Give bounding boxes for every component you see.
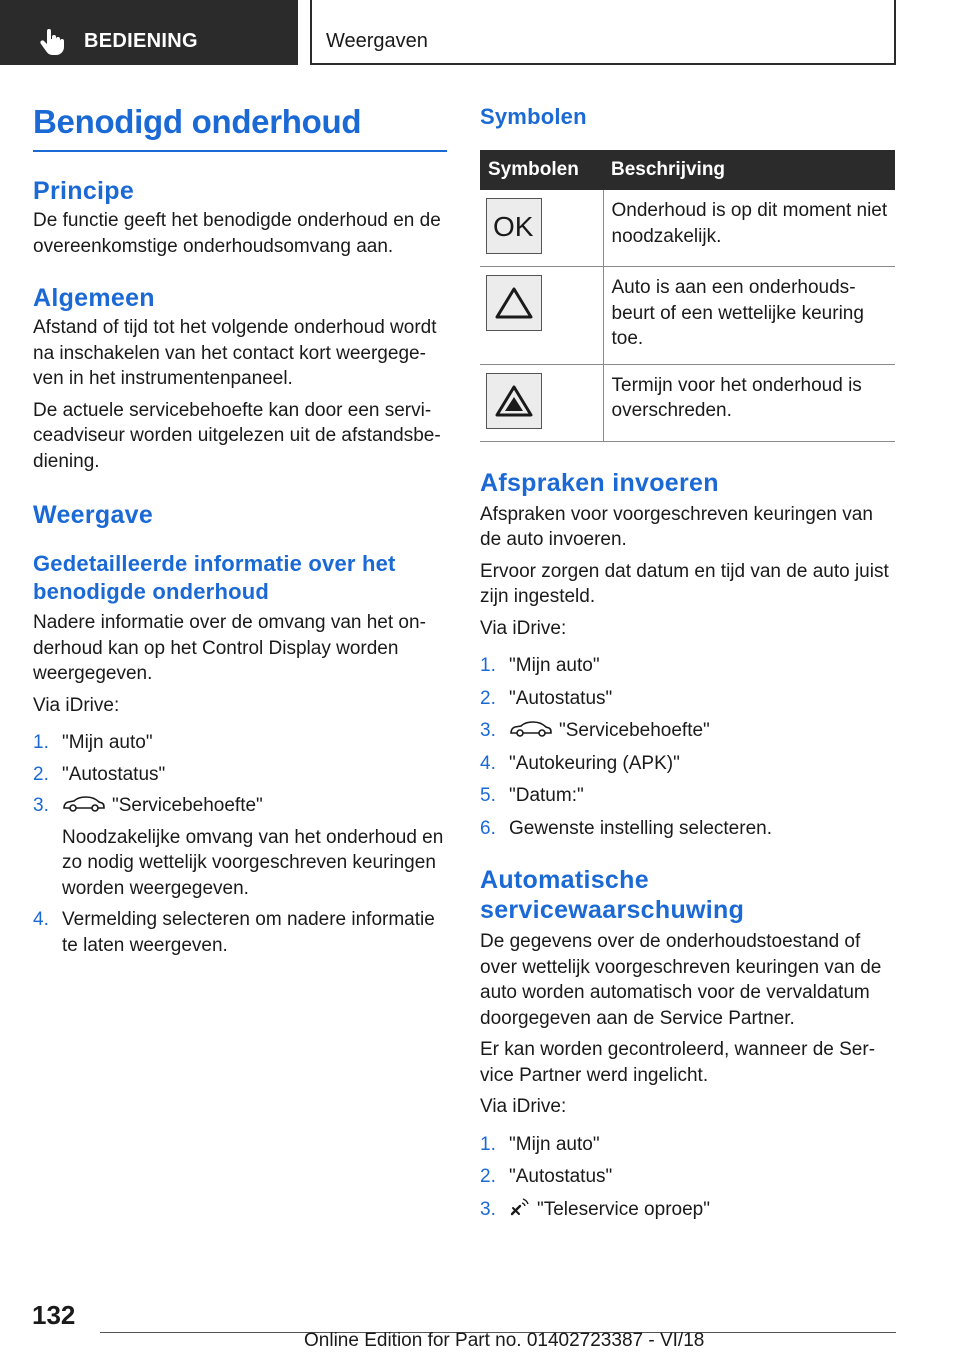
- section-title: BEDIENING: [84, 30, 198, 52]
- right-column: [480, 100, 895, 1222]
- list-item: [480, 816, 895, 842]
- page-header: [0, 0, 960, 66]
- step-number: 6.: [480, 817, 496, 839]
- step-text: "Teleservice oproep": [537, 1198, 710, 1220]
- details-heading: Gedetailleerde informatie over het benodigde onderhoud: [33, 551, 396, 604]
- automatisch-text-2: Er kan worden gecontroleerd, wanneer de Service Partner werd ingelicht.: [480, 1039, 876, 1086]
- description-cell: Onderhoud is op dit moment niet noodzakelijk.: [603, 190, 895, 267]
- symbol-cell: [480, 364, 603, 441]
- algemeen-text-2: De actuele servicebehoefte kan door een serviceadviseur worden uitgelezen uit de afstandsbediening.: [33, 399, 441, 472]
- step-text: "Mijn auto": [62, 732, 153, 753]
- details-steps: [33, 730, 447, 958]
- svg-text:OK: OK: [493, 211, 534, 241]
- algemeen-heading: Algemeen: [33, 284, 155, 312]
- description-cell: Termijn voor het onderhoud is overschreden.: [603, 364, 895, 441]
- list-item: [480, 783, 895, 809]
- principe-heading: Principe: [33, 177, 135, 205]
- edition-text: Online Edition for Part no. 01402723387 - VI/18: [304, 1330, 705, 1351]
- car-icon: [62, 795, 106, 813]
- description-cell: Auto is aan een onderhoudsbeurt of een wettelijke keuring toe.: [603, 267, 895, 365]
- weergave-heading: Weergave: [33, 501, 154, 529]
- section-tab: [0, 0, 298, 65]
- step-number: 2.: [480, 1166, 496, 1187]
- table-row: [480, 364, 895, 441]
- algemeen-text-1: Afstand of tijd tot het volgende onderhoud wordt na inschakelen van het contact kort weergegeven in het instrumentenpaneel.: [33, 317, 437, 389]
- automatisch-text-1: De gegevens over de onderhoudstoestand of over wettelijk voorgeschreven keuringen van de auto worden automatisch voor de vervaldatum doorgegeven aan de Service Partner.: [480, 931, 882, 1029]
- step-number: 2.: [480, 687, 496, 709]
- step-text: "Autostatus": [62, 763, 166, 785]
- step-text: "Autostatus": [509, 1166, 613, 1187]
- list-item: [33, 730, 447, 756]
- list-item: [33, 762, 447, 788]
- step-text: "Mijn auto": [509, 1133, 600, 1155]
- step-number: 1.: [33, 732, 49, 753]
- step-number: 5.: [480, 785, 496, 806]
- afspraken-steps: [480, 653, 895, 841]
- list-item: [480, 1132, 895, 1158]
- step-number: 3.: [33, 795, 49, 816]
- via-idrive-label: Via iDrive:: [480, 1096, 567, 1117]
- symbols-table: [480, 150, 895, 442]
- ok-icon: [486, 198, 542, 254]
- automatisch-heading-line-2: servicewaarschuwing: [480, 896, 745, 924]
- teleservice-icon: [509, 1196, 531, 1218]
- step-text: Gewenste instelling selecteren.: [509, 817, 772, 839]
- column-header-description: Beschrijving: [603, 150, 895, 190]
- left-column: [33, 100, 447, 958]
- subsection-tab: [310, 0, 896, 65]
- list-item: [480, 686, 895, 712]
- list-item: [33, 907, 447, 958]
- hand-pointer-icon: [38, 28, 66, 56]
- page-number: 132: [32, 1300, 76, 1330]
- afspraken-text-1: Afspraken voor voorgeschreven keuringen van de auto invoeren.: [480, 503, 873, 550]
- column-header-symbols: Symbolen: [480, 150, 603, 190]
- principe-text: De functie geeft het benodigde onderhoud en de overeenkomstige onderhoudsomvang aan.: [33, 210, 441, 257]
- step-text: "Servicebehoefte": [559, 720, 710, 741]
- step-text: "Servicebehoefte": [112, 795, 263, 816]
- page-title: Benodigd onderhoud: [33, 100, 447, 152]
- step-text: "Datum:": [509, 785, 584, 806]
- symbol-cell: [480, 267, 603, 365]
- step-text: "Autokeuring (APK)": [509, 752, 680, 774]
- via-idrive-label: Via iDrive:: [33, 694, 120, 716]
- step-text: Vermelding selecteren om nadere informatie te laten weergeven.: [62, 909, 435, 956]
- step-text: "Mijn auto": [509, 655, 600, 676]
- afspraken-heading: Afspraken invoeren: [480, 468, 719, 497]
- step-number: 2.: [33, 763, 49, 785]
- list-item: [480, 718, 895, 744]
- table-row: [480, 267, 895, 365]
- symbol-cell: [480, 190, 603, 267]
- step-number: 4.: [33, 909, 49, 930]
- step-text: "Autostatus": [509, 687, 613, 709]
- afspraken-text-2: Ervoor zorgen dat datum en tijd van de auto juist zijn ingesteld.: [480, 560, 889, 607]
- step-note: Noodzakelijke omvang van het onderhoud en zo nodig wettelijk voorgeschreven keuringen worden weergegeven.: [62, 826, 444, 899]
- step-number: 3.: [480, 1198, 496, 1220]
- list-item: [33, 793, 447, 901]
- symbolen-heading: Symbolen: [480, 104, 587, 129]
- table-header-row: [480, 150, 895, 190]
- list-item: [480, 1164, 895, 1190]
- list-item: [480, 653, 895, 679]
- step-number: 1.: [480, 1133, 496, 1155]
- warning-triangle-icon: [486, 275, 542, 331]
- step-number: 3.: [480, 720, 496, 741]
- step-number: 1.: [480, 655, 496, 676]
- table-row: [480, 190, 895, 267]
- car-icon: [509, 720, 553, 738]
- list-item: [480, 751, 895, 777]
- automatisch-heading-line-1: Automatische: [480, 866, 649, 894]
- automatisch-steps: [480, 1132, 895, 1223]
- details-text: Nadere informatie over de omvang van het onderhoud kan op het Control Display worden weergegeven.: [33, 612, 426, 684]
- step-number: 4.: [480, 752, 496, 774]
- list-item: [480, 1197, 895, 1223]
- warning-triangle-filled-icon: [486, 373, 542, 429]
- subsection-title: Weergaven: [326, 30, 428, 52]
- via-idrive-label: Via iDrive:: [480, 617, 567, 639]
